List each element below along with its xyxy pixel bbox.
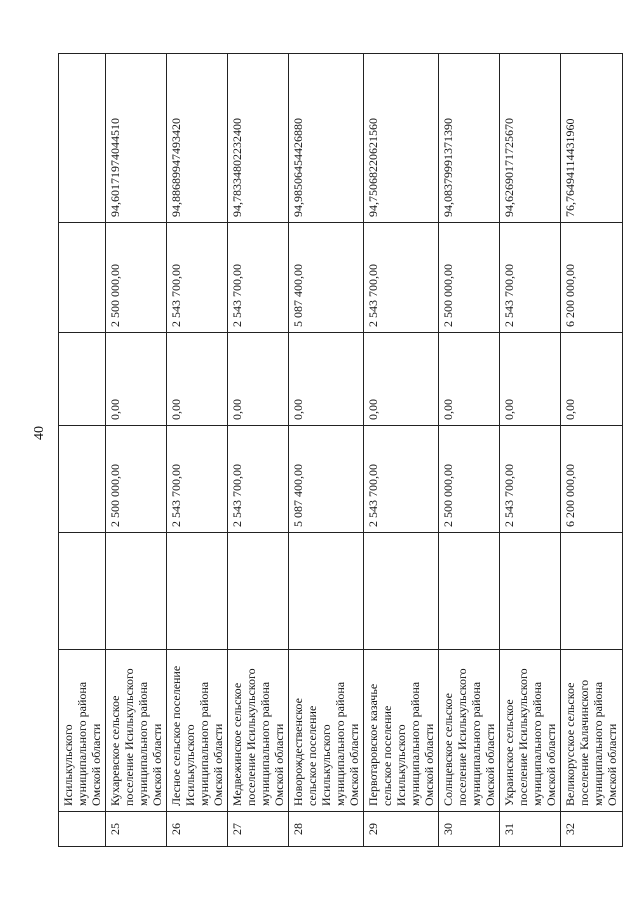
column-3-cell	[364, 533, 439, 650]
empty-cell	[59, 533, 106, 650]
empty-cell	[59, 333, 106, 426]
column-6-cell: 2 543 700,00	[228, 223, 289, 333]
column-5-cell: 0,00	[439, 333, 500, 426]
row-number-cell: 32	[561, 812, 623, 847]
column-5-cell: 0,00	[106, 333, 167, 426]
row-number-cell: 25	[106, 812, 167, 847]
column-3-cell	[289, 533, 364, 650]
column-3-cell	[106, 533, 167, 650]
row-number-cell: 28	[289, 812, 364, 847]
settlement-name-cell: Украинское сельское поселение Исилькульского муниципального района Омской области	[500, 650, 561, 812]
table-row	[167, 54, 228, 847]
settlement-name-cell: Новорождественское сельское поселение Исилькульского муниципального района Омской области	[289, 650, 364, 812]
column-6-cell: 2 500 000,00	[439, 223, 500, 333]
column-3-cell	[228, 533, 289, 650]
column-6-cell: 2 543 700,00	[167, 223, 228, 333]
table-container	[58, 54, 619, 847]
column-4-cell: 2 543 700,00	[500, 426, 561, 533]
column-5-cell: 0,00	[228, 333, 289, 426]
column-6-cell: 2 543 700,00	[500, 223, 561, 333]
column-7-cell: 94,88689947493420	[167, 54, 228, 223]
settlement-name-cell: Великорусское сельское поселение Калачинского муниципального района Омской области	[561, 650, 623, 812]
settlement-name-cell: Кухаревское сельское поселение Исилькульского муниципального района Омской области	[106, 650, 167, 812]
row-number-cell: 26	[167, 812, 228, 847]
column-5-cell: 0,00	[167, 333, 228, 426]
settlement-name-cell: Солнцевское сельское поселение Исилькульского муниципального района Омской области	[439, 650, 500, 812]
row-number-cell: 31	[500, 812, 561, 847]
table-row	[364, 54, 439, 847]
column-3-cell	[500, 533, 561, 650]
empty-cell	[59, 426, 106, 533]
empty-cell	[59, 223, 106, 333]
column-4-cell: 6 200 000,00	[561, 426, 623, 533]
settlement-name-cell: Медвежинское сельское поселение Исилькульского муниципального района Омской области	[228, 650, 289, 812]
column-4-cell: 2 500 000,00	[106, 426, 167, 533]
column-4-cell: 5 087 400,00	[289, 426, 364, 533]
column-7-cell: 94,78334802232400	[228, 54, 289, 223]
row-number-cell: 27	[228, 812, 289, 847]
settlement-name-cell: Первотаровское казачье сельское поселение Исилькульского муниципального района Омской области	[364, 650, 439, 812]
column-5-cell: 0,00	[289, 333, 364, 426]
column-6-cell: 2 543 700,00	[364, 223, 439, 333]
column-7-cell: 76,76494114431960	[561, 54, 623, 223]
table-row-continued	[59, 54, 106, 847]
table-row	[289, 54, 364, 847]
settlement-name-cell: Исилькульского муниципального района Омской области	[59, 650, 106, 812]
column-7-cell: 94,98506454426880	[289, 54, 364, 223]
column-5-cell: 0,00	[364, 333, 439, 426]
page-number: 40	[32, 426, 47, 440]
column-4-cell: 2 543 700,00	[364, 426, 439, 533]
column-7-cell: 94,62690171725670	[500, 54, 561, 223]
column-7-cell: 94,08379991371390	[439, 54, 500, 223]
column-5-cell: 0,00	[500, 333, 561, 426]
column-6-cell: 5 087 400,00	[289, 223, 364, 333]
column-4-cell: 2 543 700,00	[228, 426, 289, 533]
column-7-cell: 94,75068220621560	[364, 54, 439, 223]
column-5-cell: 0,00	[561, 333, 623, 426]
table-row	[561, 54, 623, 847]
row-number-cell: 29	[364, 812, 439, 847]
row-number-cell	[59, 812, 106, 847]
column-3-cell	[561, 533, 623, 650]
column-6-cell: 6 200 000,00	[561, 223, 623, 333]
row-number-cell: 30	[439, 812, 500, 847]
column-3-cell	[439, 533, 500, 650]
table-row	[106, 54, 167, 847]
column-6-cell: 2 500 000,00	[106, 223, 167, 333]
table-row	[500, 54, 561, 847]
column-3-cell	[167, 533, 228, 650]
table-row	[439, 54, 500, 847]
empty-cell	[59, 54, 106, 223]
column-7-cell: 94,60171974044510	[106, 54, 167, 223]
data-table	[58, 53, 623, 847]
settlement-name-cell: Лесное сельское поселение Исилькульского муниципального района Омской области	[167, 650, 228, 812]
table-row	[228, 54, 289, 847]
column-4-cell: 2 543 700,00	[167, 426, 228, 533]
column-4-cell: 2 500 000,00	[439, 426, 500, 533]
